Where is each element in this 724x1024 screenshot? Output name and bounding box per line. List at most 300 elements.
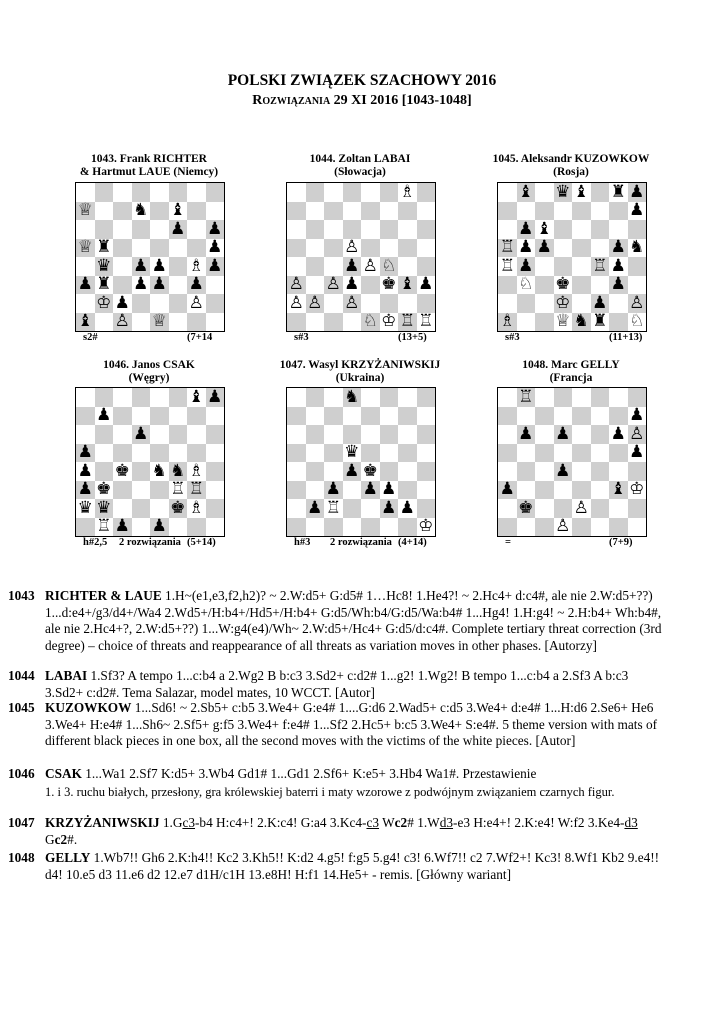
board-square bbox=[554, 407, 573, 426]
problem-title-line2: (Słowacja) bbox=[334, 166, 386, 178]
board-square bbox=[554, 220, 573, 239]
board-square bbox=[169, 276, 188, 295]
board-square bbox=[609, 462, 628, 481]
board-square bbox=[498, 388, 517, 407]
black-knight-icon: ♞ bbox=[629, 237, 645, 258]
solution-1046 bbox=[8, 766, 665, 800]
solution-text: 1...Wa1 2.Sf7 K:d5+ 3.Wb4 Gd1# 1...Gd1 2.Sf6+ K:e5+ 3.Hb4 Wa1#. Przestawienie bbox=[81, 766, 537, 781]
black-pawn-icon: ♟ bbox=[344, 274, 360, 295]
board-square bbox=[324, 220, 343, 239]
board-square bbox=[417, 257, 436, 276]
board-square bbox=[132, 444, 151, 463]
board-square bbox=[398, 313, 417, 332]
board-square bbox=[572, 202, 591, 221]
board-square bbox=[417, 220, 436, 239]
black-king-icon: ♚ bbox=[96, 479, 112, 500]
board-square bbox=[417, 499, 436, 518]
white-king-icon: ♔ bbox=[629, 479, 645, 500]
board-square bbox=[517, 444, 536, 463]
board-square bbox=[324, 462, 343, 481]
board-square bbox=[609, 202, 628, 221]
solution-text-part: G bbox=[45, 831, 55, 847]
board-square bbox=[398, 407, 417, 426]
board-square bbox=[132, 407, 151, 426]
black-pawn-icon: ♟ bbox=[518, 237, 534, 258]
black-bishop-icon: ♝ bbox=[536, 218, 552, 239]
board-square bbox=[628, 257, 647, 276]
white-pawn-icon: ♙ bbox=[629, 292, 645, 313]
board-square bbox=[287, 294, 306, 313]
white-king-icon: ♔ bbox=[555, 292, 571, 313]
board-square bbox=[306, 220, 325, 239]
board-square bbox=[591, 276, 610, 295]
board-square bbox=[287, 462, 306, 481]
problem-piece-count: (7+9) bbox=[609, 537, 633, 548]
black-pawn-icon: ♟ bbox=[151, 274, 167, 295]
white-rook-icon: ♖ bbox=[188, 479, 204, 500]
board-square bbox=[76, 407, 95, 426]
black-bishop-icon: ♝ bbox=[573, 181, 589, 202]
board-square bbox=[343, 444, 362, 463]
board-square bbox=[572, 313, 591, 332]
black-queen-icon: ♛ bbox=[344, 442, 360, 463]
chess-board bbox=[497, 387, 647, 537]
board-square bbox=[398, 239, 417, 258]
black-pawn-icon: ♟ bbox=[499, 479, 515, 500]
black-pawn-icon: ♟ bbox=[344, 255, 360, 276]
board-square bbox=[380, 257, 399, 276]
black-queen-icon: ♛ bbox=[77, 497, 93, 518]
board-square bbox=[187, 202, 206, 221]
board-square bbox=[517, 407, 536, 426]
black-rook-icon: ♜ bbox=[96, 237, 112, 258]
board-square bbox=[498, 257, 517, 276]
white-rook-icon: ♖ bbox=[518, 386, 534, 407]
board-square bbox=[628, 313, 647, 332]
problem-title-line2: (Rosja) bbox=[553, 166, 589, 178]
board-square bbox=[398, 276, 417, 295]
problem-title-line1: 1047. Wasyl KRZYŻANIWSKIJ bbox=[279, 359, 441, 371]
board-square bbox=[76, 481, 95, 500]
board-square bbox=[132, 499, 151, 518]
board-square bbox=[535, 183, 554, 202]
board-square bbox=[169, 294, 188, 313]
board-square bbox=[76, 388, 95, 407]
black-pawn-icon: ♟ bbox=[344, 460, 360, 481]
board-square bbox=[324, 294, 343, 313]
board-square bbox=[150, 294, 169, 313]
solution-text-part: d3 bbox=[439, 815, 454, 830]
board-square bbox=[206, 407, 225, 426]
board-square bbox=[324, 518, 343, 537]
board-square bbox=[132, 276, 151, 295]
page-title: POLSKI ZWIĄZEK SZACHOWY 2016 bbox=[227, 72, 497, 89]
board-square bbox=[113, 407, 132, 426]
board-square bbox=[572, 444, 591, 463]
solution-number: 1046 bbox=[8, 766, 35, 781]
board-square bbox=[95, 388, 114, 407]
board-square bbox=[306, 425, 325, 444]
board-square bbox=[150, 220, 169, 239]
board-square bbox=[132, 462, 151, 481]
board-square bbox=[398, 183, 417, 202]
board-square bbox=[517, 294, 536, 313]
board-square bbox=[609, 276, 628, 295]
board-square bbox=[76, 276, 95, 295]
black-king-icon: ♚ bbox=[170, 497, 186, 518]
problem-piece-count: (13+5) bbox=[398, 332, 427, 343]
board-square bbox=[132, 220, 151, 239]
black-pawn-icon: ♟ bbox=[610, 423, 626, 444]
board-square bbox=[380, 202, 399, 221]
board-square bbox=[609, 313, 628, 332]
black-pawn-icon: ♟ bbox=[77, 442, 93, 463]
board-square bbox=[535, 444, 554, 463]
board-square bbox=[287, 257, 306, 276]
black-pawn-icon: ♟ bbox=[207, 386, 223, 407]
solution-text-part: -e3 H:e4+! 2.K:e4! W:f2 3.Ke4- bbox=[453, 815, 625, 830]
solution-text-part: # 1.W bbox=[407, 815, 440, 830]
board-square bbox=[169, 220, 188, 239]
board-square bbox=[343, 239, 362, 258]
board-square bbox=[554, 313, 573, 332]
board-square bbox=[324, 257, 343, 276]
board-square bbox=[498, 481, 517, 500]
black-pawn-icon: ♟ bbox=[207, 255, 223, 276]
board-square bbox=[95, 313, 114, 332]
board-square bbox=[287, 202, 306, 221]
solution-number: 1047 bbox=[8, 815, 35, 830]
board-square bbox=[361, 462, 380, 481]
board-square bbox=[306, 388, 325, 407]
board-square bbox=[343, 276, 362, 295]
problem-title-line1: 1043. Frank RICHTER bbox=[91, 153, 207, 165]
board-square bbox=[572, 257, 591, 276]
board-square bbox=[306, 499, 325, 518]
board-square bbox=[609, 499, 628, 518]
board-square bbox=[380, 220, 399, 239]
problem-title bbox=[481, 153, 661, 179]
board-square bbox=[95, 239, 114, 258]
board-square bbox=[554, 425, 573, 444]
solution-text-part: c3 bbox=[366, 815, 380, 830]
board-square bbox=[417, 481, 436, 500]
white-bishop-icon: ♗ bbox=[499, 311, 515, 332]
board-square bbox=[113, 276, 132, 295]
problem-title-line2: (Węgry) bbox=[128, 372, 170, 384]
board-square bbox=[76, 313, 95, 332]
board-square bbox=[95, 462, 114, 481]
board-square bbox=[591, 499, 610, 518]
board-square bbox=[417, 313, 436, 332]
board-square bbox=[554, 202, 573, 221]
board-square bbox=[287, 425, 306, 444]
board-square bbox=[609, 481, 628, 500]
board-square bbox=[498, 239, 517, 258]
problem-piece-count: (7+14 bbox=[187, 332, 213, 343]
board-square bbox=[206, 257, 225, 276]
board-square bbox=[517, 220, 536, 239]
black-pawn-icon: ♟ bbox=[207, 218, 223, 239]
problem-stipulation: = bbox=[505, 537, 511, 548]
board-square bbox=[380, 499, 399, 518]
board-square bbox=[306, 407, 325, 426]
board-square bbox=[572, 276, 591, 295]
board-square bbox=[187, 294, 206, 313]
board-square bbox=[187, 313, 206, 332]
board-square bbox=[361, 388, 380, 407]
white-rook-icon: ♖ bbox=[592, 255, 608, 276]
black-pawn-icon: ♟ bbox=[151, 516, 167, 537]
board-square bbox=[76, 444, 95, 463]
board-square bbox=[150, 388, 169, 407]
board-square bbox=[628, 425, 647, 444]
board-square bbox=[591, 257, 610, 276]
board-square bbox=[361, 444, 380, 463]
board-square bbox=[417, 407, 436, 426]
black-pawn-icon: ♟ bbox=[610, 274, 626, 295]
board-square bbox=[150, 183, 169, 202]
board-square bbox=[169, 518, 188, 537]
board-square bbox=[380, 276, 399, 295]
board-square bbox=[361, 257, 380, 276]
board-square bbox=[417, 276, 436, 295]
board-square bbox=[361, 239, 380, 258]
board-square bbox=[187, 425, 206, 444]
solution-author: KRZYŻANIWSKIJ bbox=[45, 815, 160, 830]
black-pawn-icon: ♟ bbox=[518, 255, 534, 276]
board-square bbox=[554, 183, 573, 202]
board-square bbox=[535, 388, 554, 407]
problem-stipulation: s2# bbox=[83, 332, 98, 343]
board-square bbox=[206, 518, 225, 537]
board-square bbox=[361, 313, 380, 332]
board-square bbox=[535, 481, 554, 500]
board-square bbox=[206, 294, 225, 313]
solution-1048 bbox=[8, 850, 665, 883]
solution-author: CSAK bbox=[45, 766, 82, 781]
board-square bbox=[628, 518, 647, 537]
board-square bbox=[169, 444, 188, 463]
board-square bbox=[398, 518, 417, 537]
board-square bbox=[95, 294, 114, 313]
white-queen-icon: ♕ bbox=[77, 200, 93, 221]
problem-title-line2: (Francja bbox=[549, 372, 593, 384]
board-square bbox=[324, 313, 343, 332]
board-square bbox=[591, 239, 610, 258]
problem-stipulation: s#3 bbox=[294, 332, 309, 343]
board-square bbox=[132, 183, 151, 202]
problem-stipulation: h#2,5 bbox=[83, 537, 108, 548]
board-square bbox=[628, 183, 647, 202]
board-square bbox=[591, 407, 610, 426]
board-square bbox=[398, 462, 417, 481]
board-square bbox=[113, 388, 132, 407]
board-square bbox=[187, 518, 206, 537]
white-king-icon: ♔ bbox=[418, 516, 434, 537]
board-square bbox=[535, 257, 554, 276]
board-square bbox=[517, 313, 536, 332]
board-square bbox=[132, 313, 151, 332]
board-square bbox=[150, 481, 169, 500]
board-square bbox=[187, 444, 206, 463]
board-square bbox=[498, 518, 517, 537]
board-square bbox=[206, 462, 225, 481]
board-square bbox=[398, 202, 417, 221]
board-square bbox=[517, 239, 536, 258]
black-pawn-icon: ♟ bbox=[555, 460, 571, 481]
board-square bbox=[517, 499, 536, 518]
board-square bbox=[572, 220, 591, 239]
board-square bbox=[380, 239, 399, 258]
black-bishop-icon: ♝ bbox=[518, 181, 534, 202]
board-square bbox=[361, 183, 380, 202]
board-square bbox=[95, 444, 114, 463]
board-square bbox=[306, 239, 325, 258]
white-queen-icon: ♕ bbox=[555, 311, 571, 332]
board-square bbox=[287, 239, 306, 258]
board-square bbox=[113, 481, 132, 500]
solution-text: 1.Wb7!! Gh6 2.K:h4!! Kc2 3.Kh5!! K:d2 4.g5! f:g5 5.g4! c3! 6.Wf7!! c2 7.Wf2+! Kc3! 8.Wf1 Kb2 9.e4!! d4! 10.e5 d3 11.e6 d2 12.e7 d1H/c1H 13.e8H! H:f1 14.He5+ - remis. [Główny wariant] bbox=[45, 850, 660, 882]
board-square bbox=[132, 425, 151, 444]
board-square bbox=[343, 462, 362, 481]
white-queen-icon: ♕ bbox=[151, 311, 167, 332]
board-square bbox=[517, 425, 536, 444]
black-bishop-icon: ♝ bbox=[170, 200, 186, 221]
board-square bbox=[628, 239, 647, 258]
problem-title-line1: 1046. Janos CSAK bbox=[103, 359, 195, 371]
board-square bbox=[306, 294, 325, 313]
solution-text-part: W bbox=[379, 815, 395, 830]
board-square bbox=[95, 518, 114, 537]
board-square bbox=[324, 499, 343, 518]
board-square bbox=[206, 276, 225, 295]
board-square bbox=[306, 202, 325, 221]
board-square bbox=[206, 425, 225, 444]
board-square bbox=[380, 313, 399, 332]
board-square bbox=[361, 202, 380, 221]
white-knight-icon: ♘ bbox=[362, 311, 378, 332]
board-square bbox=[417, 202, 436, 221]
problem-piece-count: (5+14) bbox=[187, 537, 216, 548]
problem-title-line1: 1048. Marc GELLY bbox=[522, 359, 620, 371]
board-square bbox=[95, 220, 114, 239]
board-square bbox=[306, 444, 325, 463]
board-square bbox=[417, 425, 436, 444]
black-pawn-icon: ♟ bbox=[114, 292, 130, 313]
board-square bbox=[417, 518, 436, 537]
board-square bbox=[343, 499, 362, 518]
black-queen-icon: ♛ bbox=[555, 181, 571, 202]
problem-title bbox=[270, 153, 450, 179]
problem-title bbox=[59, 153, 239, 179]
white-pawn-icon: ♙ bbox=[288, 292, 304, 313]
board-square bbox=[572, 481, 591, 500]
board-square bbox=[417, 183, 436, 202]
problem-title-line2: (Ukraina) bbox=[335, 372, 385, 384]
board-square bbox=[628, 202, 647, 221]
board-square bbox=[609, 444, 628, 463]
black-pawn-icon: ♟ bbox=[114, 516, 130, 537]
black-pawn-icon: ♟ bbox=[133, 423, 149, 444]
board-square bbox=[535, 239, 554, 258]
black-pawn-icon: ♟ bbox=[381, 479, 397, 500]
chess-board bbox=[497, 182, 647, 332]
black-pawn-icon: ♟ bbox=[629, 405, 645, 426]
board-square bbox=[324, 481, 343, 500]
board-square bbox=[113, 444, 132, 463]
board-square bbox=[150, 499, 169, 518]
black-queen-icon: ♛ bbox=[96, 255, 112, 276]
board-square bbox=[287, 276, 306, 295]
problem-title-line1: 1044. Zoltan LABAI bbox=[309, 153, 411, 165]
board-square bbox=[113, 313, 132, 332]
board-square bbox=[361, 481, 380, 500]
board-square bbox=[169, 425, 188, 444]
board-square bbox=[554, 444, 573, 463]
board-square bbox=[76, 239, 95, 258]
black-pawn-icon: ♟ bbox=[362, 479, 378, 500]
board-square bbox=[343, 294, 362, 313]
board-square bbox=[132, 388, 151, 407]
board-square bbox=[535, 462, 554, 481]
board-square bbox=[535, 276, 554, 295]
board-square bbox=[361, 407, 380, 426]
black-bishop-icon: ♝ bbox=[77, 311, 93, 332]
board-square bbox=[517, 183, 536, 202]
black-queen-icon: ♛ bbox=[96, 497, 112, 518]
board-square bbox=[187, 462, 206, 481]
black-rook-icon: ♜ bbox=[610, 181, 626, 202]
board-square bbox=[554, 499, 573, 518]
board-square bbox=[343, 202, 362, 221]
board-square bbox=[169, 388, 188, 407]
board-square bbox=[628, 481, 647, 500]
board-square bbox=[517, 518, 536, 537]
board-square bbox=[609, 407, 628, 426]
white-pawn-icon: ♙ bbox=[555, 516, 571, 537]
board-square bbox=[398, 388, 417, 407]
solution-text-part: c3 bbox=[182, 815, 195, 830]
black-pawn-icon: ♟ bbox=[629, 200, 645, 221]
board-square bbox=[609, 239, 628, 258]
black-rook-icon: ♜ bbox=[592, 311, 608, 332]
board-square bbox=[187, 239, 206, 258]
board-square bbox=[609, 257, 628, 276]
problem-stipulation: h#3 bbox=[294, 537, 311, 548]
board-square bbox=[609, 220, 628, 239]
chess-board bbox=[75, 182, 225, 332]
white-bishop-icon: ♗ bbox=[399, 181, 415, 202]
board-square bbox=[572, 388, 591, 407]
black-pawn-icon: ♟ bbox=[418, 274, 434, 295]
black-pawn-icon: ♟ bbox=[307, 497, 323, 518]
board-square bbox=[150, 313, 169, 332]
black-pawn-icon: ♟ bbox=[518, 218, 534, 239]
black-pawn-icon: ♟ bbox=[518, 423, 534, 444]
board-square bbox=[591, 518, 610, 537]
board-square bbox=[398, 220, 417, 239]
board-square bbox=[113, 518, 132, 537]
black-pawn-icon: ♟ bbox=[610, 255, 626, 276]
board-square bbox=[628, 220, 647, 239]
board-square bbox=[132, 518, 151, 537]
solution-author: GELLY bbox=[45, 850, 91, 865]
board-square bbox=[398, 499, 417, 518]
black-rook-icon: ♜ bbox=[96, 274, 112, 295]
board-square bbox=[287, 499, 306, 518]
board-square bbox=[287, 407, 306, 426]
